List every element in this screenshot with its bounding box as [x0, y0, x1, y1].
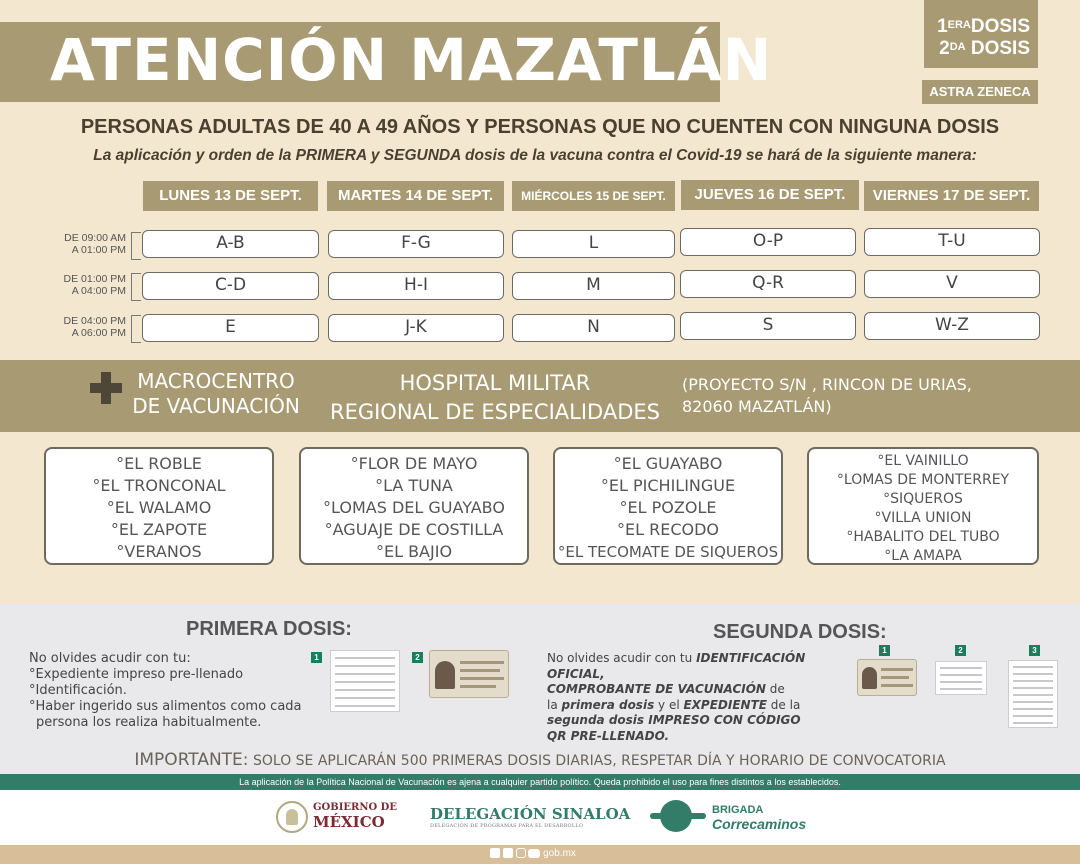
- letters-cell: O-P: [680, 228, 856, 256]
- headline: PERSONAS ADULTAS DE 40 A 49 AÑOS Y PERSONAS QUE NO CUENTEN CON NINGUNA DOSIS: [80, 116, 1000, 138]
- list-item: °EL ROBLE: [116, 454, 202, 473]
- list-item: °EL WALAMO: [106, 498, 212, 517]
- youtube-icon[interactable]: [528, 849, 540, 858]
- page-title: ATENCIÓN MAZATLÁN: [50, 26, 773, 94]
- time-slot-3: DE 04:00 PM A 06:00 PM: [63, 315, 126, 339]
- dose-2-label: $2^{DA}$ DOSIS: [939, 38, 1030, 59]
- dose-1-label: $1^{ERA}DOSIS$: [937, 16, 1030, 37]
- id-card-image: [857, 659, 917, 696]
- letters-cell: V: [864, 270, 1040, 298]
- facebook-icon[interactable]: [490, 848, 500, 858]
- list-item: °LA TUNA: [375, 476, 453, 495]
- list-item: °EL GUAYABO: [613, 454, 723, 473]
- subheadline: La aplicación y orden de la PRIMERA y SEGUNDA dosis de la vacuna contra el Covid-19 se hará de la siguiente manera:: [93, 147, 977, 164]
- day-header-thursday: JUEVES 16 DE SEPT.: [681, 180, 859, 210]
- roadrunner-icon: [650, 800, 706, 832]
- qr-file-image: [1008, 660, 1058, 728]
- hospital-name: HOSPITAL MILITAR REGIONAL DE ESPECIALIDADES: [329, 371, 660, 424]
- locality-list-3: [553, 447, 783, 565]
- gobierno-mexico-logo: GOBIERNO DE MÉXICO: [313, 802, 397, 831]
- important-notice: IMPORTANTE: SOLO SE APLICARÁN 500 PRIMERAS DOSIS DIARIAS, RESPETAR DÍA Y HORARIO DE CONVOCATORIA: [134, 750, 946, 770]
- letters-cell: T-U: [864, 228, 1040, 256]
- list-item: °EL BAJIO: [375, 542, 453, 561]
- letters-cell: L: [512, 230, 675, 258]
- letters-cell: M: [512, 272, 675, 300]
- letters-cell: S: [680, 312, 856, 340]
- hospital-address: (PROYECTO S/N , RINCON DE URIAS, 82060 MAZATLÁN): [682, 375, 972, 416]
- tag-1: 1: [311, 652, 322, 663]
- list-item: °EL TECOMATE DE SIQUEROS: [557, 543, 779, 561]
- bracket-icon: [131, 273, 141, 301]
- gob-link[interactable]: gob.mx: [543, 848, 576, 859]
- tag-2: 2: [955, 645, 966, 656]
- list-item: °HABALITO DEL TUBO: [846, 529, 1000, 545]
- dose-badge: [924, 0, 1038, 68]
- list-item: °LOMAS DE MONTERREY: [836, 472, 1010, 488]
- id-card-image: [429, 650, 509, 698]
- first-dose-title: PRIMERA DOSIS:: [186, 618, 352, 640]
- day-header-tuesday: MARTES 14 DE SEPT.: [327, 181, 504, 211]
- vaccination-certificate-image: [935, 661, 987, 695]
- list-item: °EL POZOLE: [619, 498, 717, 517]
- vaccine-badge: ASTRA ZENECA: [922, 80, 1038, 104]
- list-item: °EL TRONCONAL: [92, 476, 226, 495]
- macrocenter-label: MACROCENTRO DE VACUNACIÓN: [132, 369, 300, 418]
- eagle-seal-icon: [276, 801, 308, 833]
- list-item: °FLOR DE MAYO: [350, 454, 478, 473]
- time-slot-2: DE 01:00 PM A 04:00 PM: [63, 273, 126, 297]
- list-item: °LOMAS DEL GUAYABO: [323, 498, 505, 517]
- locality-list-4: [807, 447, 1039, 565]
- list-item: °SIQUEROS: [883, 491, 963, 507]
- letters-cell: Q-R: [680, 270, 856, 298]
- day-header-monday: LUNES 13 DE SEPT.: [143, 181, 318, 211]
- tag-3: 3: [1029, 645, 1040, 656]
- time-slot-1: DE 09:00 AM A 01:00 PM: [64, 232, 126, 256]
- list-item: °EL VAINILLO: [877, 453, 969, 469]
- list-item: °EL ZAPOTE: [110, 520, 208, 539]
- bracket-icon: [131, 232, 141, 260]
- second-dose-requirements: No olvides acudir con tu IDENTIFICACIÓN OFICIAL, COMPROBANTE DE VACUNACIÓN de la primera dosis y el EXPEDIENTE de la segunda dosis IMPRESO CON CÓDIGO QR PRE-LLENADO.: [547, 651, 806, 743]
- bracket-icon: [131, 315, 141, 343]
- list-item: °LA AMAPA: [884, 548, 962, 564]
- letters-cell: N: [512, 314, 675, 342]
- letters-cell: H-I: [328, 272, 504, 300]
- tag-1: 1: [879, 645, 890, 656]
- social-links: [490, 846, 576, 862]
- delegacion-sinaloa-logo: DELEGACIÓN SINALOA DELEGACIÓN DE PROGRAMAS PARA EL DESARROLLO: [430, 805, 631, 829]
- file-form-image: [330, 650, 400, 712]
- second-dose-title: SEGUNDA DOSIS:: [713, 621, 887, 643]
- list-item: °AGUAJE DE COSTILLA: [324, 520, 504, 539]
- list-item: °VERANOS: [116, 542, 202, 561]
- locality-list-1: [44, 447, 274, 565]
- instagram-icon[interactable]: [516, 848, 526, 858]
- brigada-correcaminos-logo: BRIGADA Correcaminos: [712, 804, 807, 832]
- letters-cell: F-G: [328, 230, 504, 258]
- letters-cell: A-B: [142, 230, 319, 258]
- list-item: °VILLA UNION: [874, 510, 972, 526]
- list-item: °EL RECODO: [616, 520, 719, 539]
- letters-cell: W-Z: [864, 312, 1040, 340]
- day-header-wednesday: MIÉRCOLES 15 DE SEPT.: [512, 181, 675, 211]
- tag-2: 2: [412, 652, 423, 663]
- day-header-friday: VIERNES 17 DE SEPT.: [864, 181, 1039, 211]
- letters-cell: C-D: [142, 272, 319, 300]
- letters-cell: E: [142, 314, 319, 342]
- disclaimer: La aplicación de la Política Nacional de Vacunación es ajena a cualquier partido político. Queda prohibido el uso para fines distintos a los establecidos.: [0, 774, 1080, 790]
- twitter-icon[interactable]: [503, 848, 513, 858]
- letters-cell: J-K: [328, 314, 504, 342]
- list-item: °EL PICHILINGUE: [600, 476, 736, 495]
- locality-list-2: [299, 447, 529, 565]
- first-dose-requirements: No olvides acudir con tu: °Expediente impreso pre-llenado °Identificación. °Haber ingerido sus alimentos como cada persona los realiza habitualmente.: [29, 651, 302, 730]
